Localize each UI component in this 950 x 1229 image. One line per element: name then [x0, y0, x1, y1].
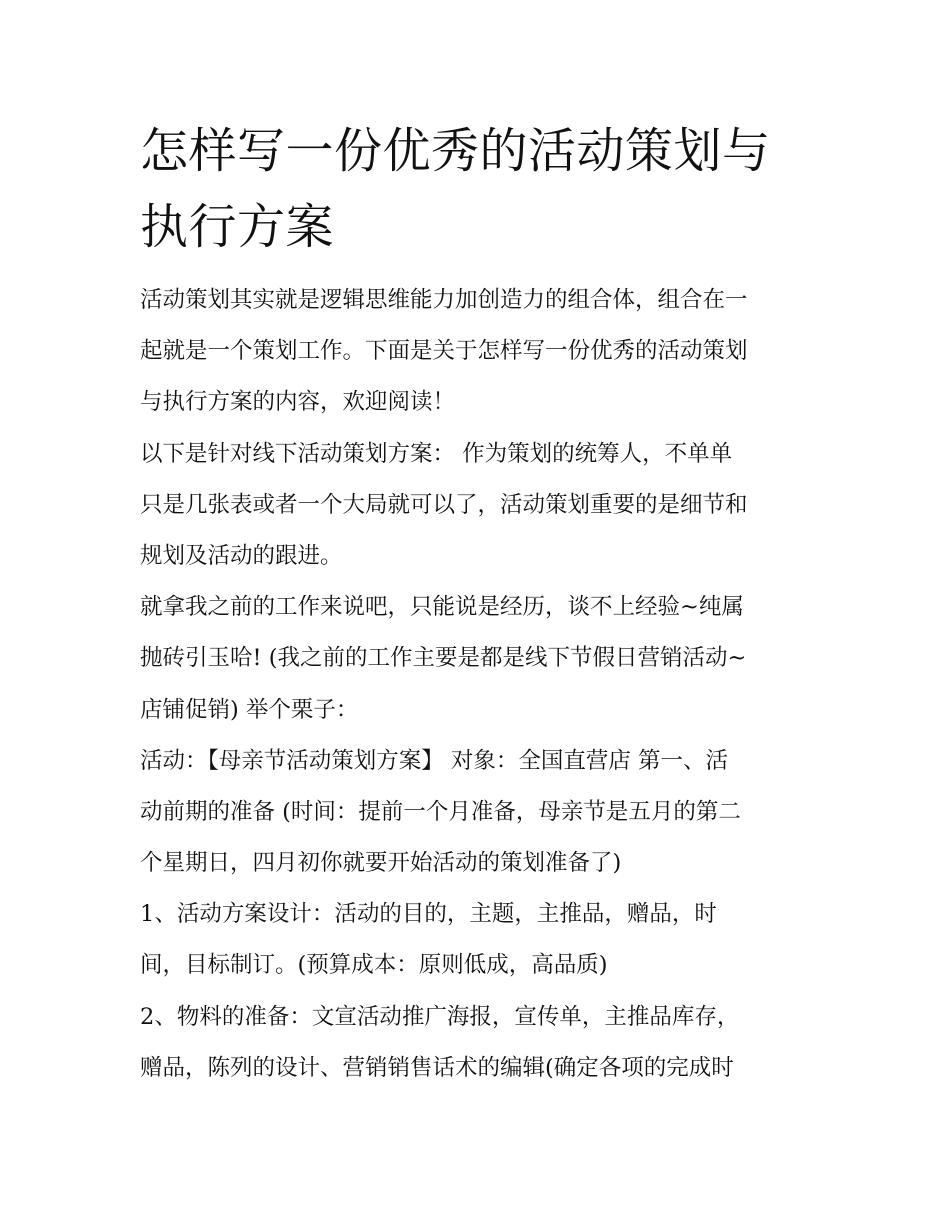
body-line: 赠品，陈列的设计、营销销售话术的编辑(确定各项的完成时: [140, 1054, 734, 1081]
body-line: 店铺促销) 举个栗子：: [140, 696, 359, 723]
body-line: 规划及活动的跟进。: [140, 542, 343, 569]
body-line: 抛砖引玉哈! (我之前的工作主要是都是线下节假日营销活动~: [140, 645, 747, 672]
body-line: 动前期的准备 (时间：提前一个月准备，母亲节是五月的第二: [140, 798, 741, 825]
body-line: 2、物料的准备：文宣活动推广海报，宣传单，主推品库存，: [140, 1003, 740, 1030]
body-line: 活动策划其实就是逻辑思维能力加创造力的组合体，组合在一: [140, 287, 748, 313]
body-line: 个星期日，四月初你就要开始活动的策划准备了): [140, 850, 622, 877]
body-line: 起就是一个策划工作。下面是关于怎样写一份优秀的活动策划: [140, 338, 748, 365]
document-body: [140, 275, 820, 1094]
body-line: 以下是针对线下活动策划方案： 作为策划的统筹人，不单单: [140, 440, 733, 467]
body-line: 活动：【母亲节活动策划方案】 对象：全国直营店 第一、活: [140, 747, 729, 774]
title-line: 怎样写一份优秀的活动策划与: [140, 123, 771, 179]
body-line: 只是几张表或者一个大局就可以了，活动策划重要的是细节和: [140, 491, 748, 518]
body-line: 与执行方案的内容，欢迎阅读！: [140, 389, 456, 416]
body-line: 就拿我之前的工作来说吧，只能说是经历，谈不上经验~纯属: [140, 594, 744, 621]
document-title: [140, 113, 820, 265]
body-line: 间，目标制订。(预算成本：原则低成，高品质): [140, 952, 608, 979]
body-line: 1、活动方案设计：活动的目的，主题，主推品，赠品，时: [140, 901, 717, 928]
title-line: 执行方案: [140, 199, 335, 255]
